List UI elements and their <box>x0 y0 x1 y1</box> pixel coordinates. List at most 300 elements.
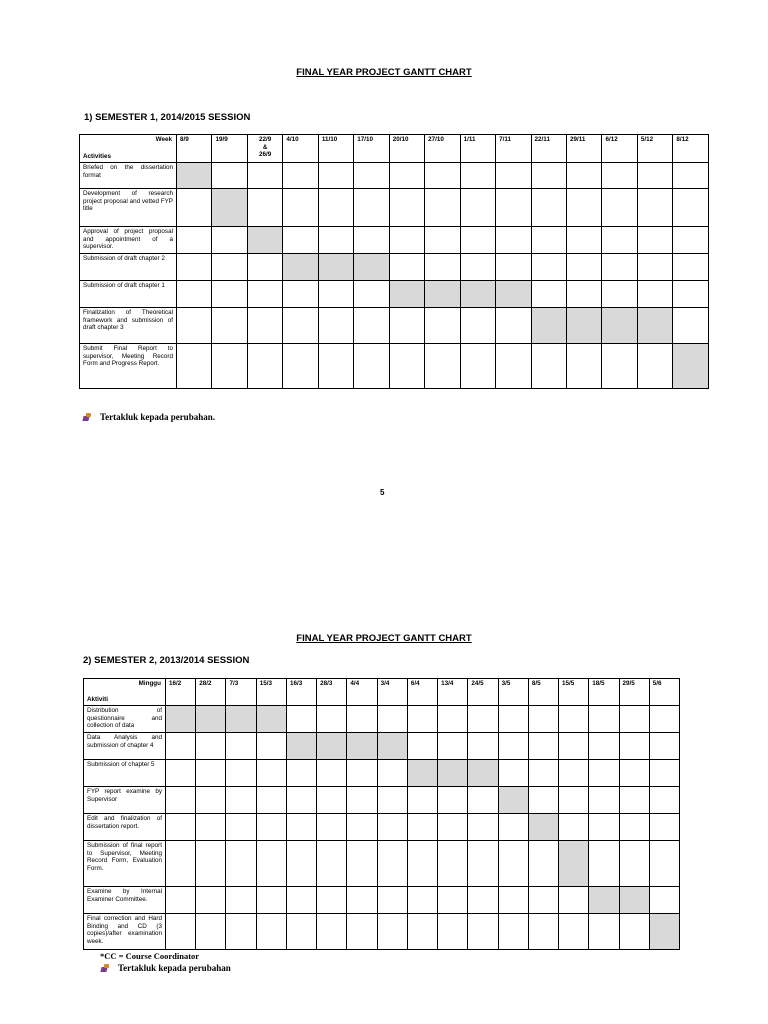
schedule-cell <box>256 887 286 914</box>
week-header-cell: 3/4 <box>377 679 407 706</box>
schedule-cell <box>389 163 424 189</box>
schedule-cell <box>637 163 672 189</box>
schedule-cell <box>247 189 282 227</box>
schedule-cell <box>673 254 708 281</box>
schedule-cell <box>354 281 389 308</box>
activity-cell: Approval of project proposal and appointment of a supervisor. <box>80 227 177 254</box>
schedule-cell <box>637 227 672 254</box>
schedule-cell <box>318 189 353 227</box>
schedule-cell <box>498 814 528 841</box>
schedule-cell <box>566 227 601 254</box>
activity-cell: Briefed on the dissertation format <box>80 163 177 189</box>
week-header-cell: 1/11 <box>460 135 495 163</box>
schedule-cell <box>354 344 389 389</box>
activity-cell: Finalization of Theoretical framework and submission of draft chapter 3 <box>80 308 177 344</box>
schedule-cell <box>438 733 468 760</box>
schedule-cell <box>496 344 531 389</box>
week-header-cell: 17/10 <box>354 135 389 163</box>
activity-cell: Final correction and Hard Binding and CD (3 copies)/after examination week. <box>84 914 166 950</box>
schedule-cell <box>531 163 566 189</box>
schedule-cell-filled <box>496 281 531 308</box>
course-coordinator-note: *CC = Course Coordinator <box>100 951 200 961</box>
schedule-cell <box>407 706 437 733</box>
schedule-cell-filled <box>256 706 286 733</box>
schedule-cell <box>226 914 256 950</box>
schedule-cell <box>177 254 212 281</box>
schedule-cell <box>166 914 196 950</box>
schedule-cell <box>166 841 196 887</box>
schedule-cell <box>589 841 619 887</box>
schedule-cell <box>317 814 347 841</box>
schedule-cell-filled <box>317 733 347 760</box>
schedule-cell <box>286 760 316 787</box>
schedule-cell <box>389 254 424 281</box>
schedule-cell <box>318 163 353 189</box>
schedule-cell <box>212 254 247 281</box>
schedule-cell-filled <box>286 733 316 760</box>
week-header-cell: 8/12 <box>673 135 708 163</box>
schedule-cell <box>286 706 316 733</box>
schedule-cell <box>212 227 247 254</box>
week-header-cell: 29/5 <box>619 679 649 706</box>
schedule-cell <box>407 887 437 914</box>
schedule-cell <box>559 887 589 914</box>
week-header-cell: 13/4 <box>438 679 468 706</box>
schedule-cell <box>407 733 437 760</box>
activity-cell: Submission of chapter 5 <box>84 760 166 787</box>
page1-section-heading: 1) SEMESTER 1, 2014/2015 SESSION <box>84 112 251 123</box>
schedule-cell <box>377 887 407 914</box>
week-header-cell: 6/4 <box>407 679 437 706</box>
week-header-cell: 28/3 <box>317 679 347 706</box>
schedule-cell <box>619 760 649 787</box>
table-row <box>80 189 709 227</box>
schedule-cell <box>166 733 196 760</box>
schedule-cell <box>425 344 460 389</box>
schedule-cell <box>407 787 437 814</box>
page2-note <box>100 963 231 973</box>
week-header-cell: 4/10 <box>283 135 318 163</box>
schedule-cell <box>559 787 589 814</box>
schedule-cell <box>196 841 226 887</box>
schedule-cell <box>177 308 212 344</box>
schedule-cell <box>377 814 407 841</box>
schedule-cell <box>460 254 495 281</box>
page1-note-text: Tertakluk kepada perubahan. <box>100 412 215 422</box>
schedule-cell-filled <box>177 163 212 189</box>
schedule-cell <box>566 163 601 189</box>
schedule-cell <box>256 733 286 760</box>
schedule-cell <box>566 189 601 227</box>
schedule-cell <box>559 760 589 787</box>
schedule-cell <box>317 887 347 914</box>
schedule-cell <box>196 914 226 950</box>
schedule-cell <box>196 887 226 914</box>
gantt-header-row <box>84 679 680 706</box>
week-header-cell: 19/9 <box>212 135 247 163</box>
schedule-cell <box>354 163 389 189</box>
schedule-cell <box>460 227 495 254</box>
week-header-cell: 7/11 <box>496 135 531 163</box>
schedule-cell <box>649 814 679 841</box>
schedule-cell <box>226 887 256 914</box>
schedule-cell-filled <box>212 189 247 227</box>
schedule-cell-filled <box>318 254 353 281</box>
schedule-cell <box>389 227 424 254</box>
gantt-header-row <box>80 135 709 163</box>
schedule-cell <box>247 308 282 344</box>
header-corner-cell <box>80 135 177 163</box>
schedule-cell <box>196 787 226 814</box>
schedule-cell <box>528 887 558 914</box>
schedule-cell-filled <box>389 281 424 308</box>
schedule-cell-filled <box>528 814 558 841</box>
gantt-table-semester-2 <box>83 678 680 950</box>
schedule-cell <box>317 841 347 887</box>
schedule-cell <box>619 814 649 841</box>
schedule-cell <box>407 814 437 841</box>
week-header-cell: 27/10 <box>425 135 460 163</box>
schedule-cell-filled <box>196 706 226 733</box>
table-row <box>84 814 680 841</box>
schedule-cell <box>566 254 601 281</box>
schedule-cell <box>602 189 637 227</box>
schedule-cell-filled <box>531 308 566 344</box>
schedule-cell <box>637 189 672 227</box>
schedule-cell <box>528 787 558 814</box>
table-row <box>80 281 709 308</box>
schedule-cell <box>196 814 226 841</box>
schedule-cell <box>602 281 637 308</box>
schedule-cell <box>468 887 498 914</box>
schedule-cell <box>354 227 389 254</box>
schedule-cell <box>177 344 212 389</box>
schedule-cell <box>283 281 318 308</box>
activity-cell: Submit Final Report to supervisor, Meeting Record Form and Progress Report. <box>80 344 177 389</box>
schedule-cell-filled <box>468 760 498 787</box>
week-header-cell: 28/2 <box>196 679 226 706</box>
header-corner-cell <box>84 679 166 706</box>
schedule-cell <box>531 227 566 254</box>
schedule-cell-filled <box>377 733 407 760</box>
schedule-cell <box>673 281 708 308</box>
week-header-cell: 16/3 <box>286 679 316 706</box>
schedule-cell <box>649 760 679 787</box>
schedule-cell <box>286 887 316 914</box>
schedule-cell <box>247 254 282 281</box>
schedule-cell <box>531 254 566 281</box>
week-header-cell: 15/3 <box>256 679 286 706</box>
schedule-cell <box>528 914 558 950</box>
schedule-cell <box>425 254 460 281</box>
gantt-table-semester-1 <box>79 134 709 389</box>
schedule-cell <box>226 733 256 760</box>
activity-cell: Data Analysis and submission of chapter 4 <box>84 733 166 760</box>
schedule-cell <box>347 760 377 787</box>
schedule-cell <box>589 787 619 814</box>
book-bullet-icon <box>82 413 92 422</box>
week-header-cell: 15/5 <box>559 679 589 706</box>
schedule-cell <box>166 760 196 787</box>
table-row <box>84 887 680 914</box>
schedule-cell <box>460 344 495 389</box>
schedule-cell <box>468 733 498 760</box>
schedule-cell <box>226 814 256 841</box>
schedule-cell <box>354 189 389 227</box>
page2-note-text: Tertakluk kepada perubahan <box>118 963 231 973</box>
schedule-cell <box>637 254 672 281</box>
schedule-cell <box>196 760 226 787</box>
schedule-cell <box>531 344 566 389</box>
page1-note <box>82 412 215 422</box>
schedule-cell <box>619 706 649 733</box>
schedule-cell <box>283 308 318 344</box>
schedule-cell <box>589 814 619 841</box>
activity-cell: Submission of final report to Supervisor, Meeting Record Form, Evaluation Form. <box>84 841 166 887</box>
schedule-cell-filled <box>602 308 637 344</box>
book-bullet-icon <box>100 964 110 973</box>
week-header-cell: 22/9 & 26/9 <box>247 135 282 163</box>
schedule-cell-filled <box>673 344 708 389</box>
schedule-cell-filled <box>425 281 460 308</box>
table-row <box>80 308 709 344</box>
schedule-cell <box>673 163 708 189</box>
schedule-cell <box>347 787 377 814</box>
schedule-cell-filled <box>498 787 528 814</box>
activity-cell: Examine by Internal Examiner Committee. <box>84 887 166 914</box>
schedule-cell <box>566 344 601 389</box>
schedule-cell <box>602 227 637 254</box>
schedule-cell <box>589 733 619 760</box>
activity-cell: Edit and finalization of dissertation report. <box>84 814 166 841</box>
week-header-cell: 16/2 <box>166 679 196 706</box>
week-header-cell: 3/5 <box>498 679 528 706</box>
schedule-cell <box>212 344 247 389</box>
schedule-cell <box>602 344 637 389</box>
schedule-cell-filled <box>649 914 679 950</box>
schedule-cell <box>256 787 286 814</box>
schedule-cell <box>559 706 589 733</box>
schedule-cell <box>589 706 619 733</box>
week-header-cell: 20/10 <box>389 135 424 163</box>
schedule-cell <box>407 841 437 887</box>
week-header-cell: 5/12 <box>637 135 672 163</box>
week-header-cell: 8/9 <box>177 135 212 163</box>
schedule-cell <box>619 787 649 814</box>
schedule-cell-filled <box>438 760 468 787</box>
schedule-cell <box>317 914 347 950</box>
table-row <box>80 344 709 389</box>
schedule-cell <box>377 841 407 887</box>
schedule-cell <box>637 344 672 389</box>
schedule-cell <box>256 914 286 950</box>
schedule-cell <box>166 814 196 841</box>
schedule-cell <box>498 887 528 914</box>
schedule-cell-filled <box>247 227 282 254</box>
table-row <box>84 841 680 887</box>
schedule-cell <box>468 706 498 733</box>
schedule-cell <box>286 787 316 814</box>
schedule-cell <box>468 841 498 887</box>
schedule-cell <box>649 841 679 887</box>
schedule-cell <box>438 841 468 887</box>
schedule-cell <box>347 814 377 841</box>
table-row <box>80 254 709 281</box>
schedule-cell <box>438 914 468 950</box>
schedule-cell-filled <box>354 254 389 281</box>
schedule-cell <box>559 914 589 950</box>
schedule-cell <box>389 308 424 344</box>
activity-cell: Submission of draft chapter 1 <box>80 281 177 308</box>
schedule-cell <box>438 787 468 814</box>
week-header-cell: 29/11 <box>566 135 601 163</box>
schedule-cell <box>425 189 460 227</box>
schedule-cell <box>256 841 286 887</box>
week-label: Week <box>155 136 172 143</box>
week-label: Minggu <box>138 680 161 687</box>
schedule-cell <box>256 760 286 787</box>
schedule-cell <box>247 163 282 189</box>
schedule-cell <box>196 733 226 760</box>
schedule-cell-filled <box>589 887 619 914</box>
schedule-cell <box>389 344 424 389</box>
schedule-cell <box>649 706 679 733</box>
schedule-cell <box>566 281 601 308</box>
schedule-cell <box>496 308 531 344</box>
table-row <box>80 227 709 254</box>
schedule-cell <box>283 189 318 227</box>
schedule-cell <box>354 308 389 344</box>
schedule-cell <box>212 163 247 189</box>
schedule-cell <box>496 227 531 254</box>
schedule-cell <box>531 189 566 227</box>
schedule-cell <box>496 189 531 227</box>
schedule-cell <box>619 841 649 887</box>
schedule-cell <box>166 887 196 914</box>
schedule-cell <box>589 760 619 787</box>
schedule-cell <box>212 308 247 344</box>
schedule-cell <box>318 281 353 308</box>
week-header-cell: 22/11 <box>531 135 566 163</box>
schedule-cell <box>460 189 495 227</box>
schedule-cell <box>226 841 256 887</box>
week-header-cell: 24/5 <box>468 679 498 706</box>
schedule-cell-filled <box>559 841 589 887</box>
schedule-cell <box>212 281 247 308</box>
week-header-cell: 7/3 <box>226 679 256 706</box>
activities-label: Aktiviti <box>87 696 108 704</box>
schedule-cell <box>637 281 672 308</box>
schedule-cell <box>438 814 468 841</box>
schedule-cell <box>460 308 495 344</box>
schedule-cell <box>318 308 353 344</box>
schedule-cell-filled <box>226 706 256 733</box>
schedule-cell <box>347 914 377 950</box>
schedule-cell <box>498 706 528 733</box>
activity-cell: Development of research project proposal and vetted FYP title <box>80 189 177 227</box>
schedule-cell <box>286 814 316 841</box>
week-header-cell: 5/6 <box>649 679 679 706</box>
schedule-cell <box>673 227 708 254</box>
activity-cell: Submission of draft chapter 2 <box>80 254 177 281</box>
schedule-cell <box>496 163 531 189</box>
schedule-cell <box>247 344 282 389</box>
schedule-cell <box>425 163 460 189</box>
schedule-cell-filled <box>637 308 672 344</box>
schedule-cell <box>559 814 589 841</box>
schedule-cell <box>498 733 528 760</box>
schedule-cell <box>673 308 708 344</box>
page2-title: FINAL YEAR PROJECT GANTT CHART <box>296 633 472 644</box>
page-number: 5 <box>380 488 385 497</box>
schedule-cell <box>438 887 468 914</box>
schedule-cell <box>602 254 637 281</box>
schedule-cell <box>247 281 282 308</box>
schedule-cell <box>498 760 528 787</box>
schedule-cell <box>377 914 407 950</box>
schedule-cell <box>619 914 649 950</box>
schedule-cell <box>317 760 347 787</box>
schedule-cell <box>166 787 196 814</box>
activities-label: Activities <box>83 153 111 161</box>
schedule-cell <box>498 914 528 950</box>
schedule-cell <box>347 887 377 914</box>
schedule-cell <box>283 344 318 389</box>
schedule-cell <box>498 841 528 887</box>
schedule-cell <box>602 163 637 189</box>
schedule-cell <box>407 914 437 950</box>
activity-cell: FYP report examine by Supervisor <box>84 787 166 814</box>
schedule-cell-filled <box>283 254 318 281</box>
week-header-cell: 8/5 <box>528 679 558 706</box>
schedule-cell <box>468 914 498 950</box>
schedule-cell <box>317 787 347 814</box>
schedule-cell <box>589 914 619 950</box>
schedule-cell <box>425 227 460 254</box>
table-row <box>84 787 680 814</box>
schedule-cell-filled <box>166 706 196 733</box>
schedule-cell-filled <box>347 733 377 760</box>
schedule-cell <box>177 281 212 308</box>
week-header-cell: 11/10 <box>318 135 353 163</box>
schedule-cell <box>347 841 377 887</box>
schedule-cell <box>318 227 353 254</box>
schedule-cell <box>286 841 316 887</box>
schedule-cell <box>649 787 679 814</box>
schedule-cell <box>528 760 558 787</box>
schedule-cell <box>468 787 498 814</box>
week-header-cell: 6/12 <box>602 135 637 163</box>
schedule-cell <box>317 706 347 733</box>
page1-title: FINAL YEAR PROJECT GANTT CHART <box>296 67 472 78</box>
schedule-cell <box>619 733 649 760</box>
page2-section-heading: 2) SEMESTER 2, 2013/2014 SESSION <box>83 655 250 666</box>
schedule-cell <box>256 814 286 841</box>
schedule-cell <box>468 814 498 841</box>
schedule-cell <box>286 914 316 950</box>
table-row <box>84 706 680 733</box>
schedule-cell <box>528 841 558 887</box>
schedule-cell <box>177 189 212 227</box>
schedule-cell <box>673 189 708 227</box>
schedule-cell <box>226 787 256 814</box>
schedule-cell <box>226 760 256 787</box>
schedule-cell <box>528 706 558 733</box>
schedule-cell <box>377 787 407 814</box>
table-row <box>80 163 709 189</box>
week-header-cell: 4/4 <box>347 679 377 706</box>
table-row <box>84 914 680 950</box>
